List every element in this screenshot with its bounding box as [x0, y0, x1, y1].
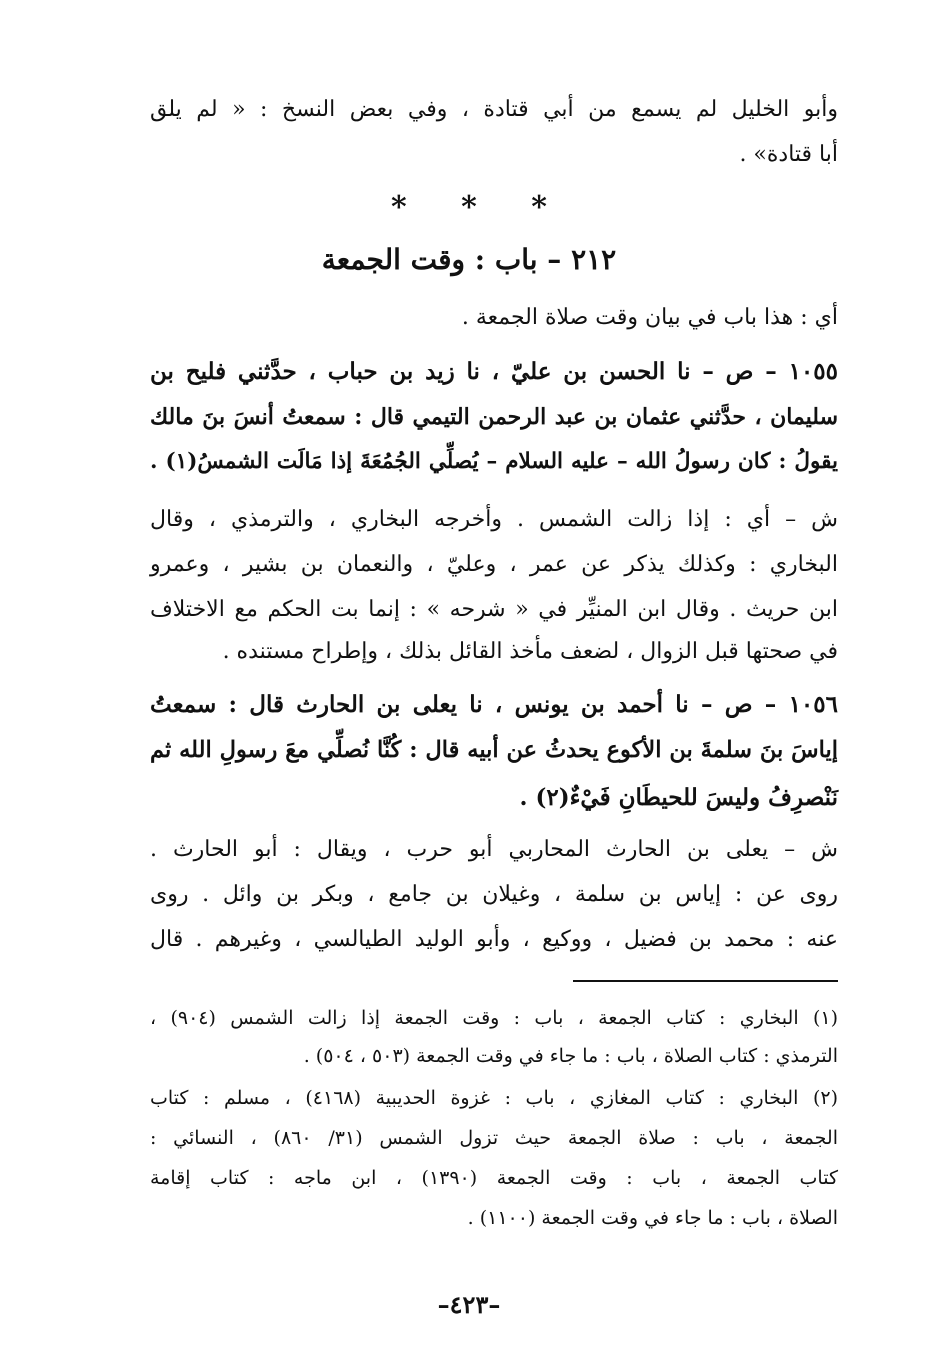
chapter-explanation: أي : هذا باب في بيان وقت صلاة الجمعة . — [461, 305, 838, 330]
chapter-title: ٢١٢ – باب : وقت الجمعة — [321, 243, 617, 276]
commentary-1055-line-4: في صحتها قبل الزوال ، لضعف مأخذ القائل بذلك ، وإطراح مستنده . — [222, 639, 838, 664]
commentary-1055-line-1: ش – أي : إذا زالت الشمس . وأخرجه البخاري ، والترمذي ، وقال — [150, 507, 838, 532]
separator-star: * — [461, 190, 477, 225]
hadith-1055-line-2: سليمان ، حدَّثني عثمان بن عبد الرحمن التيمي قال : سمعتُ أنسَ بنَ مالك — [150, 404, 838, 430]
footnote-2-line-2: الجمعة ، باب : صلاة الجمعة حيث تزول الشمس (٣١/ ٨٦٠) ، النسائي : — [150, 1127, 838, 1149]
page-number: –٤٢٣– — [437, 1290, 501, 1319]
footnote-2-line-4: الصلاة ، باب : ما جاء في وقت الجمعة (١١٠٠) . — [467, 1207, 838, 1229]
separator-star: * — [531, 190, 547, 225]
separator-star: * — [390, 190, 407, 225]
footnote-2-line-3: كتاب الجمعة ، باب : وقت الجمعة (١٣٩٠) ، ابن ماجه : كتاب إقامة — [150, 1167, 838, 1189]
hadith-1055-line-1: ١٠٥٥ – ص – نا الحسن بن عليّ ، نا زيد بن حباب ، حدَّثني فليح بن — [150, 358, 838, 385]
intro-line-1: وأبو الخليل لم يسمع من أبي قتادة ، وفي بعض النسخ : « لم يلق — [150, 97, 838, 122]
commentary-1056-line-2: روى عن : إياس بن سلمة ، وغيلان بن جامع ، وبكر بن وائل . روى — [150, 882, 838, 907]
commentary-1056-line-3: عنه : محمد بن فضيل ، ووكيع ، وأبو الوليد الطيالسي ، وغيرهم . قال — [150, 927, 838, 952]
hadith-1056-line-3: نَنْصرِفُ وليسَ للحيطَانِ فَيْءٌ(٢) . — [519, 784, 838, 811]
hadith-1056-line-1: ١٠٥٦ – ص – نا أحمد بن يونس ، نا يعلى بن الحارث قال : سمعتُ — [150, 691, 838, 718]
footnote-divider — [573, 980, 838, 982]
footnote-2-line-1: (٢) البخاري : كتاب المغازي ، باب : غزوة الحديبية (٤١٦٨) ، مسلم : كتاب — [150, 1087, 839, 1109]
commentary-1055-line-2: البخاري : وكذلك يذكر عن عمر ، وعليّ ، والنعمان بن بشير ، وعمرو — [150, 552, 838, 577]
section-separator — [0, 190, 938, 225]
commentary-1055-line-3: ابن حريث . وقال ابن المنيِّر في « شرحه » : إنما بت الحكم مع الاختلاف — [150, 597, 838, 622]
intro-line-2: أبا قتادة» . — [739, 142, 838, 167]
footnote-1-line-1: (١) البخاري : كتاب الجمعة ، باب : وقت الجمعة إذا زالت الشمس (٩٠٤) ، — [150, 1007, 838, 1029]
commentary-1056-line-1: ش – يعلى بن الحارث المحاربي أبو حرب ، ويقال : أبو الحارث . — [150, 837, 838, 862]
hadith-1056-line-2: إياسَ بنَ سلمةَ بن الأكوع يحدثُ عن أبيه قال : كُنَّا نُصلِّي معَ رسولِ الله ثم — [150, 737, 838, 763]
footnote-1-line-2: الترمذي : كتاب الصلاة ، باب : ما جاء في وقت الجمعة (٥٠٣ ، ٥٠٤) . — [303, 1045, 838, 1067]
hadith-1055-line-3: يقولُ : كان رسولُ الله – عليه السلام – يُصلِّي الجُمُعَةَ إذا مَالَت الشمسُ(١) . — [150, 449, 838, 474]
